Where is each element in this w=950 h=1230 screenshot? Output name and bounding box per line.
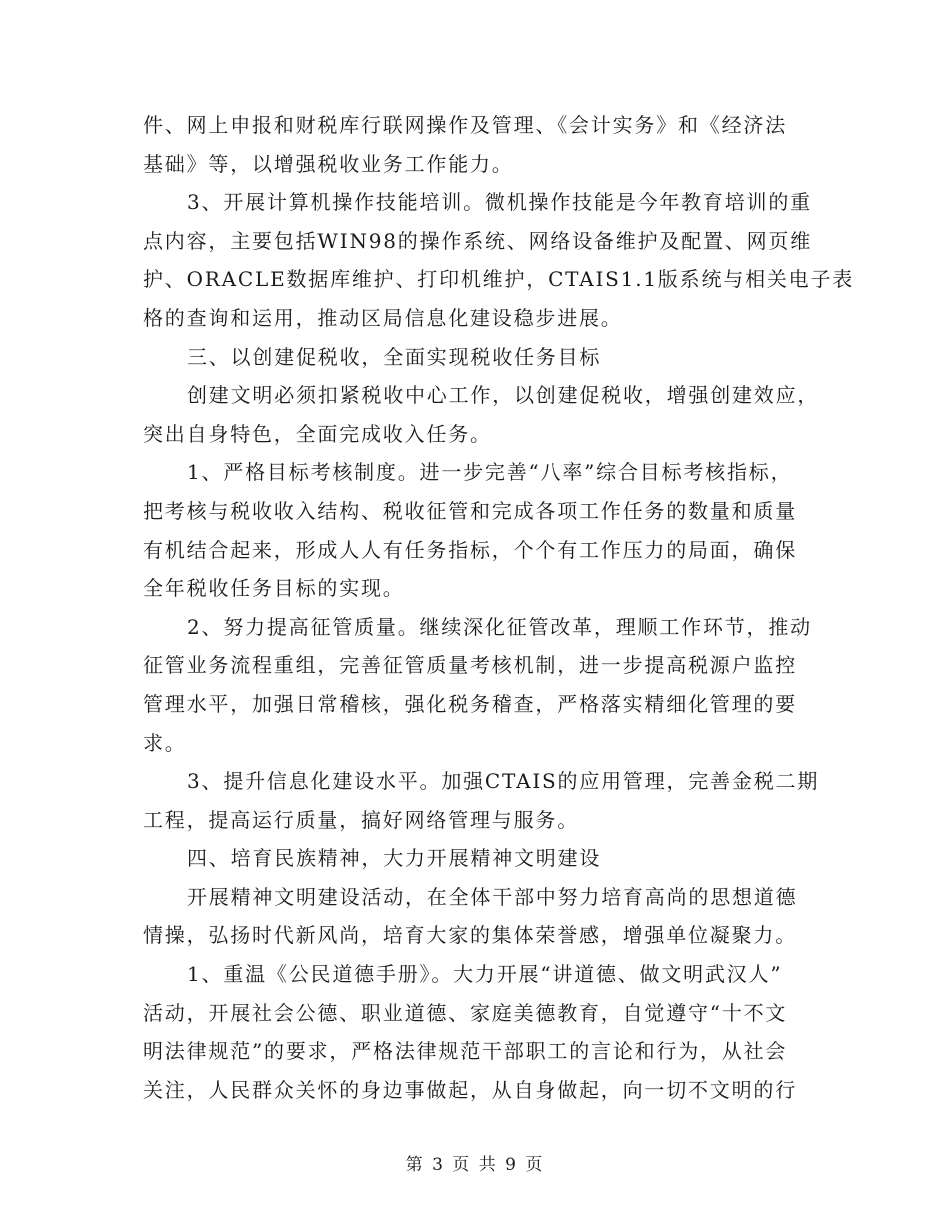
text-line-14: 2、努力提高征管质量。继续深化征管改革，理顺工作环节，推动 <box>187 614 812 639</box>
text-line-2: 基础》等，以增强税收业务工作能力。 <box>143 151 514 176</box>
section-heading-4: 四、培育民族精神，大力开展精神文明建设 <box>187 846 602 871</box>
page-number-footer: 第 3 页 共 9 页 <box>405 1155 545 1175</box>
text-line-17: 求。 <box>143 730 187 755</box>
body-text <box>143 106 855 1109</box>
text-line-12: 有机结合起来，形成人人有任务指标，个个有工作压力的局面，确保 <box>143 537 797 562</box>
text-line-15: 征管业务流程重组，完善征管质量考核机制，进一步提高税源户监控 <box>143 653 797 678</box>
section-heading-3: 三、以创建促税收，全面实现税收任务目标 <box>187 344 602 369</box>
text-line-5: 护、ORACLE数据库维护、打印机维护，CTAIS1.1版系统与相关电子表 <box>143 267 855 292</box>
text-line-24: 活动，开展社会公德、职业道德、家庭美德教育，自觉遵守“十不文 <box>143 1000 788 1025</box>
text-line-13: 全年税收任务目标的实现。 <box>143 576 405 601</box>
text-line-8: 创建文明必须扣紧税收中心工作，以创建促税收，增强创建效应， <box>187 383 820 408</box>
text-line-18: 3、提升信息化建设水平。加强CTAIS的应用管理，完善金税二期 <box>187 769 820 794</box>
text-line-6: 格的查询和运用，推动区局信息化建设稳步进展。 <box>143 305 623 330</box>
text-line-22: 情操，弘扬时代新风尚，培育大家的集体荣誉感，增强单位凝聚力。 <box>143 923 797 948</box>
text-line-10: 1、严格目标考核制度。进一步完善“八率”综合目标考核指标， <box>187 460 793 485</box>
text-line-4: 点内容，主要包括WIN98的操作系统、网络设备维护及配置、网页维 <box>143 228 813 253</box>
text-line-16: 管理水平，加强日常稽核，强化税务稽查，严格落实精细化管理的要 <box>143 691 797 716</box>
text-line-19: 工程，提高运行质量，搞好网络管理与服务。 <box>143 807 579 832</box>
text-line-1: 件、网上申报和财税库行联网操作及管理、《会计实务》和《经济法 <box>143 113 787 137</box>
text-line-25: 明法律规范”的要求，严格法律规范干部职工的言论和行为，从社会 <box>143 1039 788 1064</box>
text-line-9: 突出自身特色，全面完成收入任务。 <box>143 421 492 446</box>
text-line-26: 关注，人民群众关怀的身边事做起，从自身做起，向一切不文明的行 <box>143 1077 797 1102</box>
text-line-3: 3、开展计算机操作技能培训。微机操作技能是今年教育培训的重 <box>187 190 812 215</box>
text-line-11: 把考核与税收收入结构、税收征管和完成各项工作任务的数量和质量 <box>143 498 797 523</box>
text-line-23: 1、重温《公民道德手册》。大力开展“讲道德、做文明武汉人” <box>187 962 783 987</box>
text-line-21: 开展精神文明建设活动，在全体干部中努力培育高尚的思想道德 <box>187 884 798 909</box>
